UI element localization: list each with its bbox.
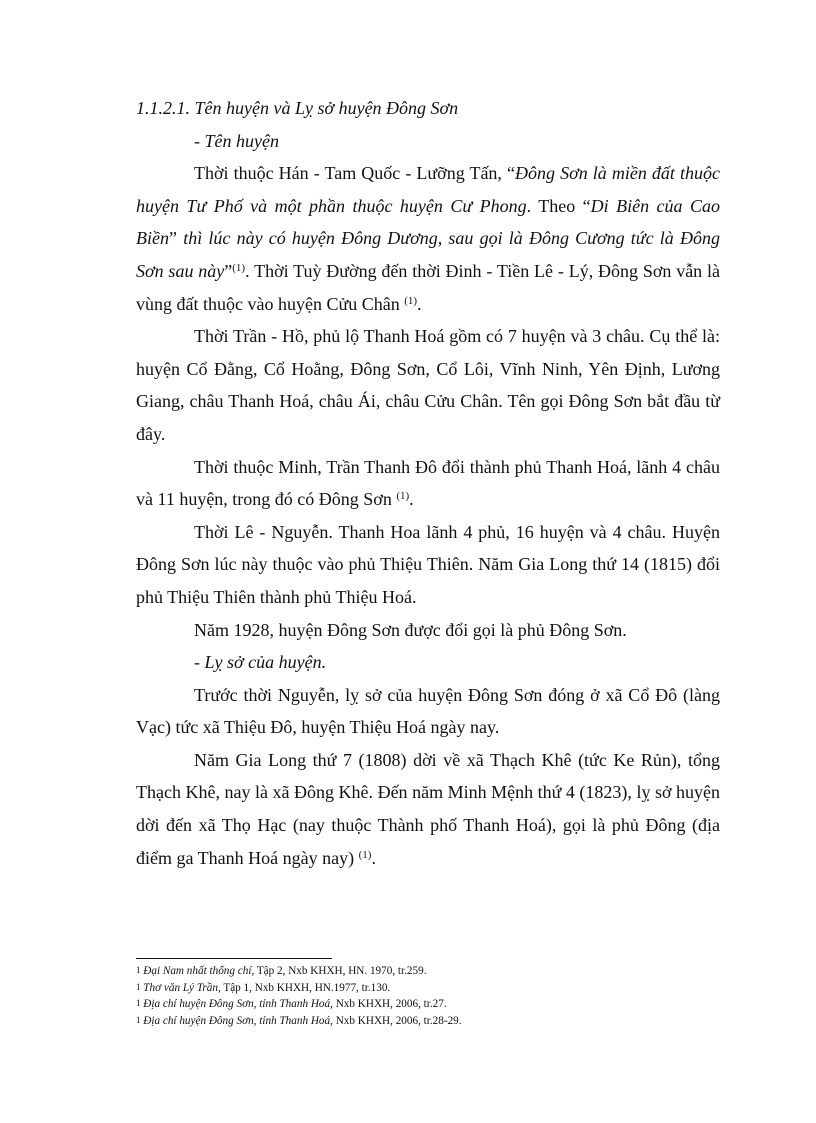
paragraph-4: Thời Lê - Nguyễn. Thanh Hoa lãnh 4 phủ, 16 huyện và 4 châu. Huyện Đông Sơn lúc này thuộc vào phủ Thiệu Thiên. Năm Gia Long thứ 14 (1815) đổi phủ Thiệu Thiên thành phủ Thiệu Hoá. xyxy=(136,521,720,607)
para1-mid-3: ” xyxy=(224,260,233,281)
footnote-title: Thơ văn Lý Trần xyxy=(143,981,218,994)
section-heading: 1.1.2.1. Tên huyện và Lỵ sở huyện Đông Sơn xyxy=(136,98,459,118)
paragraph-1 xyxy=(136,157,720,320)
footnote-ref-1: (1) xyxy=(232,261,246,274)
paragraph-2: Thời Trần - Hồ, phủ lộ Thanh Hoá gồm có 7 huyện và 3 châu. Cụ thể là: huyện Cổ Đằng, Cổ Hoằng, Đông Sơn, Cổ Lôi, Vĩnh Ninh, Yên Định, Lương Giang, châu Thanh Hoá, châu Ái, châu Cửu Chân. Tên gọi Đông Sơn bắt đầu từ đây. xyxy=(136,326,720,444)
subheading-district-name: - Tên huyện xyxy=(194,130,279,151)
para1-quote-2b: thì lúc này có huyện Đông Dương, sau gọi là Đông Cương tức là Đông Sơn sau này xyxy=(136,228,720,281)
footnote-rest: , Nxb KHXH, 2006, tr.28-29. xyxy=(330,1014,462,1027)
para7-text: Năm Gia Long thứ 7 (1808) dời về xã Thạch Khê (tức Ke Rủn), tổng Thạch Khê, nay là xã Đông Khê. Đến năm Minh Mệnh thứ 4 (1823), lỵ sở huyện dời đến xã Thọ Hạc (nay thuộc Thành phố Thanh Hoá), gọi là phủ Đông (địa điểm ga Thanh Hoá ngày nay) xyxy=(136,749,720,868)
subheading-district-seat: - Lỵ sở của huyện. xyxy=(194,652,327,673)
body-text xyxy=(136,92,720,874)
paragraph-5: Năm 1928, huyện Đông Sơn được đổi gọi là phủ Đông Sơn. xyxy=(194,619,627,640)
para1-mid-2: ” xyxy=(169,228,184,249)
footnote-mark: 1 xyxy=(136,998,141,1009)
para1-mid-1: . Theo “ xyxy=(526,195,591,216)
footnote xyxy=(136,1013,736,1030)
para3-text: Thời thuộc Minh, Trần Thanh Đô đổi thành phủ Thanh Hoá, lãnh 4 châu và 11 huyện, trong đó có Đông Sơn xyxy=(136,456,720,510)
footnote xyxy=(136,963,736,980)
footnote-ref-2: (1) xyxy=(404,294,418,307)
footnotes xyxy=(136,963,736,1029)
footnote-rest: , Nxb KHXH, 2006, tr.27. xyxy=(330,998,447,1011)
para1-quote-1: Đông Sơn là miền đất thuộc huyện Tư Phố và một phần thuộc huyện Cư Phong xyxy=(136,163,720,216)
footnote-rest: , Tập 2, Nxb KHXH, HN. 1970, tr.259. xyxy=(251,965,427,977)
footnote-separator xyxy=(136,958,332,959)
footnote-rest: , Tập 1, Nxb KHXH, HN.1977, tr.130. xyxy=(217,981,391,994)
footnote-title: Đại Nam nhất thống chí xyxy=(143,965,252,977)
footnote xyxy=(136,980,736,997)
footnote-mark: 1 xyxy=(136,981,141,992)
para1-end: . xyxy=(417,293,422,314)
paragraph-7 xyxy=(136,744,720,874)
footnote-mark: 1 xyxy=(136,1014,141,1025)
footnote-title: Địa chí huyện Đông Sơn, tỉnh Thanh Hoá xyxy=(143,998,331,1011)
para1-tail: . Thời Tuỳ Đường đến thời Đinh - Tiền Lê - Lý, Đông Sơn vẫn là vùng đất thuộc vào huyện Cửu Chân xyxy=(136,260,721,314)
footnote xyxy=(136,996,736,1013)
paragraph-3 xyxy=(136,451,720,516)
para1-lead: Thời thuộc Hán - Tam Quốc - Lưỡng Tấn, “ xyxy=(194,163,516,184)
paragraph-6: Trước thời Nguyễn, lỵ sở của huyện Đông Sơn đóng ở xã Cổ Đô (làng Vạc) tức xã Thiệu Đô, huyện Thiệu Hoá ngày nay. xyxy=(136,684,720,738)
para7-end: . xyxy=(371,847,376,868)
footnote-mark: 1 xyxy=(136,965,141,975)
footnote-ref-4: (1) xyxy=(358,848,372,861)
para1-quote-2a: Di Biên của Cao Biền xyxy=(136,195,720,249)
footnote-ref-3: (1) xyxy=(396,490,410,503)
footnote-title: Địa chí huyện Đông Sơn, tỉnh Thanh Hoá xyxy=(143,1014,331,1027)
para3-end: . xyxy=(409,489,414,510)
